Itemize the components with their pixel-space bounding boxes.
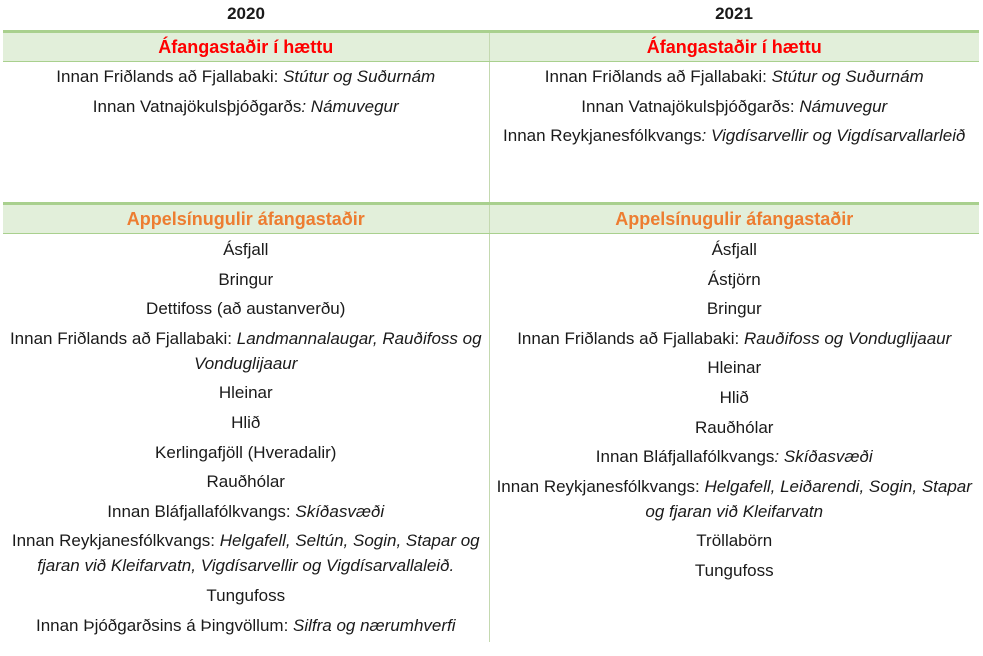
danger-list-2021	[489, 62, 979, 204]
destination-name: Hlið	[719, 387, 749, 407]
section-title-orange-2021: Appelsínugulir áfangastaðir	[489, 204, 979, 234]
destination-detail: Silfra og nærumhverfi	[293, 615, 456, 635]
destination-item	[490, 123, 980, 148]
destination-detail: Skíðasvæði	[295, 501, 385, 521]
destination-item	[490, 528, 980, 553]
destination-item	[3, 380, 489, 405]
destination-name: Rauðhólar	[695, 417, 774, 437]
section-title-danger-2021: Áfangastaðir í hættu	[489, 32, 979, 62]
destination-name: Innan Friðlands að Fjallabaki:	[56, 67, 284, 86]
destination-name: Innan Bláfjallafólkvangs	[595, 447, 775, 467]
destinations-table	[3, 30, 979, 642]
section-title-danger-2020: Áfangastaðir í hættu	[3, 32, 489, 62]
destination-name: Ásfjall	[711, 240, 757, 259]
destination-name: Rauðhólar	[206, 472, 285, 492]
destination-item	[3, 583, 489, 608]
destination-item	[490, 558, 980, 583]
section-title-orange-2020: Appelsínugulir áfangastaðir	[3, 204, 489, 234]
destination-item	[3, 410, 489, 435]
section-header-row-orange	[3, 204, 979, 234]
destination-name: Ásfjall	[223, 240, 269, 259]
destination-item	[490, 326, 980, 351]
destination-detail: Námuvegur	[799, 96, 888, 116]
destination-name: Innan Friðlands að Fjallabaki:	[9, 328, 237, 348]
destination-name: Innan Friðlands að Fjallabaki:	[517, 328, 744, 348]
destination-detail: Landmannalaugar, Rauðifoss og Vonduglijaaur	[194, 328, 482, 373]
destination-item	[490, 444, 980, 469]
destination-name: Innan Vatnajökulsþjóðgarðs	[92, 96, 302, 116]
destination-name: Bringur	[706, 299, 762, 319]
destination-detail: : Skíðasvæði	[774, 447, 873, 467]
destination-name: Innan Vatnajökulsþjóðgarðs:	[581, 96, 800, 116]
destination-name: Tungufoss	[694, 560, 774, 580]
destination-item	[3, 296, 489, 321]
destination-name: Ástjörn	[707, 269, 761, 289]
destination-detail: : Námuvegur	[301, 96, 399, 116]
destination-item	[490, 296, 980, 321]
destination-item	[490, 267, 980, 292]
destination-name: Innan Þjóðgarðsins á Þingvöllum:	[35, 615, 294, 635]
destination-name: Tungufoss	[206, 585, 286, 605]
destination-detail: : Vigdísarvellir og Vigdísarvallarleið	[701, 126, 966, 146]
section-header-row-danger	[3, 32, 979, 62]
destination-name: Tröllabörn	[696, 531, 773, 551]
destination-item	[490, 355, 980, 380]
destination-item	[3, 64, 489, 89]
destination-name: Hlið	[231, 412, 261, 432]
destination-name: Innan Reykjanesfólkvangs:	[11, 531, 220, 551]
destination-name: Innan Reykjanesfólkvangs	[503, 126, 702, 146]
destination-name: Innan Friðlands að Fjallabaki:	[544, 67, 772, 86]
year-heading-2021: 2021	[715, 4, 753, 23]
section-body-row-danger	[3, 62, 979, 204]
destination-detail: Stútur og Suðurnám	[283, 67, 436, 86]
destination-item	[3, 499, 489, 524]
year-heading-2020: 2020	[227, 4, 265, 23]
destination-name: Kerlingafjöll (Hveradalir)	[155, 442, 337, 462]
orange-list-2021	[489, 234, 979, 643]
destination-item	[490, 237, 980, 262]
orange-list-2020	[3, 234, 489, 643]
destination-item	[490, 415, 980, 440]
destination-detail: Rauðifoss og Vonduglijaaur	[744, 328, 952, 348]
destination-detail: Helgafell, Leiðarendi, Sogin, Stapar og fjaran við Kleifarvatn	[645, 476, 972, 521]
danger-list-2020	[3, 62, 489, 204]
destination-item	[490, 474, 980, 524]
destination-detail: Helgafell, Seltún, Sogin, Stapar og fjaran við Kleifarvatn, Vigdísarvellir og Vigdísarvallaleið.	[37, 531, 480, 576]
destination-name: Dettifoss (að austanverðu)	[146, 299, 346, 319]
destination-item	[3, 613, 489, 638]
destination-name: Bringur	[218, 269, 274, 289]
destination-name: Hleinar	[218, 383, 273, 403]
destination-item	[3, 528, 489, 578]
section-body-row-orange	[3, 234, 979, 643]
destination-item	[3, 440, 489, 465]
destination-item	[3, 267, 489, 292]
destination-item	[3, 326, 489, 376]
destination-item	[3, 94, 489, 119]
destination-item	[490, 94, 980, 119]
destination-item	[490, 64, 980, 89]
destination-name: Hleinar	[707, 358, 762, 378]
destination-name: Innan Bláfjallafólkvangs:	[107, 501, 296, 521]
destination-name: Innan Reykjanesfólkvangs:	[496, 476, 705, 496]
destination-item	[490, 385, 980, 410]
destination-item	[3, 469, 489, 494]
destination-detail: Stútur og Suðurnám	[771, 67, 924, 86]
destination-item	[3, 237, 489, 262]
